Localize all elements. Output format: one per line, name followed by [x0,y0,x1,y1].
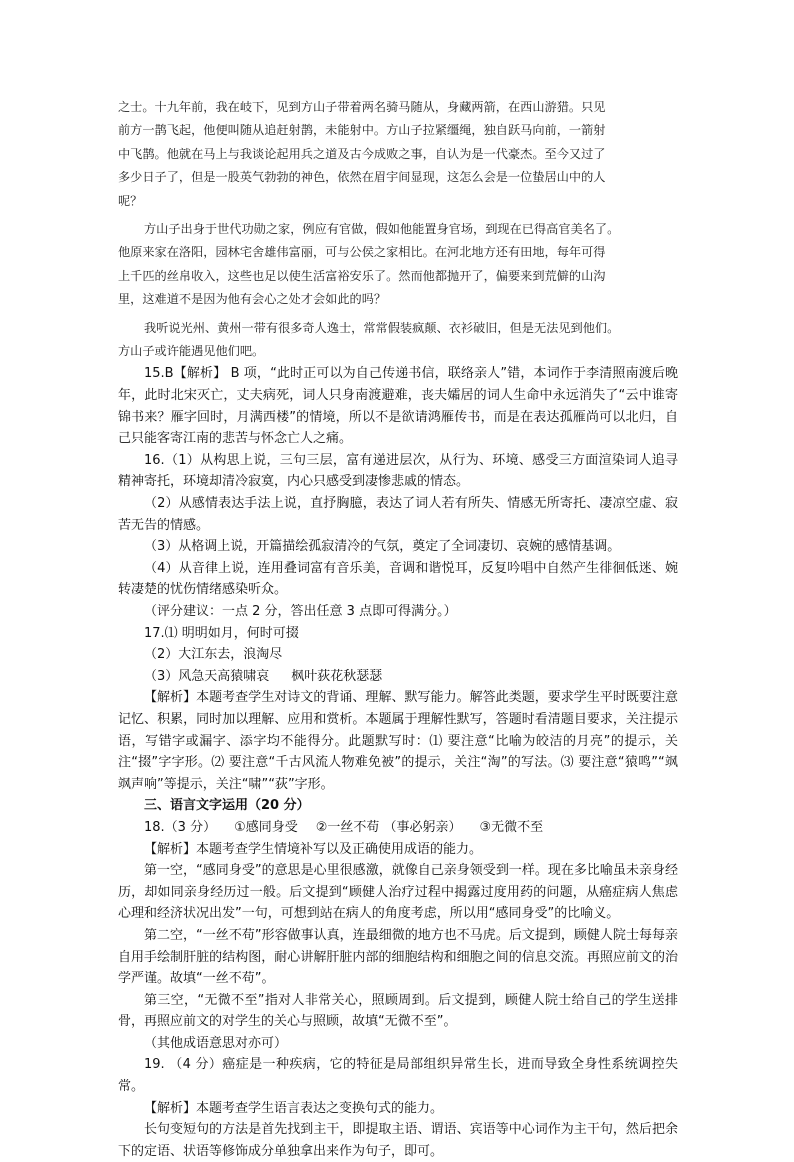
passage-paragraph-2 [118,218,678,312]
text-line: 多少日子了，但是一股英气勃勃的神色，依然在眉宇间显现，这怎么会是一位蛰居山中的人 [118,170,606,185]
answer-18 [118,817,678,839]
answer-18-head: 18.（3 分） [144,819,217,835]
answer-16-scoring: （评分建议：一点 2 分，答出任意 3 点即可得满分。） [144,604,457,619]
answer-16-point-4: （4）从音律上说，连用叠词富有音乐美，音调和谐悦耳，反复吟唱中自然产生徘徊低迷、婉转凄楚的忧伤情绪感染听众。 [118,560,678,598]
answer-16-point-2: （2）从感情表达手法上说，直抒胸臆，表达了词人若有所失、情感无所寄托、凄凉空虚、寂苦无告的情感。 [118,496,678,533]
answer-17-3-line-b: 枫叶荻花秋瑟瑟 [291,668,383,684]
text-line: 上千匹的丝帛收入，这些也足以使生活富裕安乐了。然而他都抛开了，偏要来到荒僻的山沟 [118,268,606,283]
answer-17-analysis: 【解析】本题考查学生对诗文的背诵、理解、默写能力。解答此类题，要求学生平时既要注意记忆、积累，同时加以理解、应用和赏析。本题属于理解性默写，答题时看清题目要求，关注提示语，写错字或漏字、添字均不能得分。此题默写时：⑴ 要注意“比喻为皎洁的月亮”的提示，关注“掇”字字形。⑵ 要注意“千古风流人物难免被”的提示，关注“淘”的写法。⑶ 要注意“猿鸣”“飒飒声响”等提示，关注“啸”“荻”字形。 [118,690,678,792]
text-line: 方山子或许能遇见他们吧。 [118,344,265,359]
answer-18-blank-1: ①感同身受 [234,819,298,835]
answer-17-1: 17.⑴ 明明如月，何时可掇 [144,625,299,641]
answer-15: 15.B【解析】 B 项，“此时正可以为自己传递书信，联络亲人”错，本词作于李清照南渡后晚年，此时北宋灭亡，丈夫病死，词人只身南渡避难，丧夫孀居的词人生命中永远消失了“云中谁寄锦书来？雁字回时，月满西楼”的情境，所以不是欲请鸿雁传书，而是在表达孤雁尚可以北归，自己只能客寄江南的悲苦与怀念亡人之痛。 [118,366,678,447]
text-line: 我听说光州、黄州一带有很多奇人逸士，常常假装疯颠、衣衫破旧，但是无法见到他们。 [144,320,620,335]
text-line: 呢？ [118,193,143,208]
text-line: 之士。十九年前，我在岐下，见到方山子带着两名骑马随从，身藏两箭，在西山游猎。只见 [118,100,606,114]
answer-19-method: 长句变短句的方法是首先找到主干，即提取主语、谓语、宾语等中心词作为主干句，然后把余下的定语、状语等修饰成分单独拿出来作为句子，即可。 [118,1122,678,1159]
answer-17-3-line-a: （3）风急天高猿啸哀 [144,668,270,684]
answer-16-point-3: （3）从格调上说，开篇描绘孤寂清冷的气氛，奠定了全词凄切、哀婉的感情基调。 [144,539,621,555]
answer-19: 19. （4 分）癌症是一种疾病，它的特征是局部组织异常生长，进而导致全身性系统调控失常。 [118,1057,678,1095]
text-line: 中飞鹊。他就在马上与我谈论起用兵之道及古今成败之事，自认为是一代豪杰。至今又过了 [118,146,606,161]
text-line: 里，这难道不是因为他有会心之处才会如此的吗？ [118,292,387,307]
text-line: 他原来家在洛阳，园林宅舍雄伟富丽，可与公侯之家相比。在河北地方还有田地，每年可得 [118,245,606,260]
text-line: 方山子出身于世代功勋之家，例应有官做，假如他能置身官场，到现在已得高官美名了。 [144,222,620,237]
answer-18-blank-2: ②一丝不苟 （事必躬亲） [315,819,462,835]
passage-paragraph-1 [118,96,678,213]
document-page [118,96,678,1162]
answer-18-note: （其他成语意思对亦可） [144,1035,288,1051]
text-line: 前方一鹊飞起，他便叫随从追赶射鹊，未能射中。方山子拉紧缰绳，独自跃马向前，一箭射 [118,123,606,138]
answer-19-analysis: 【解析】本题考查学生语言表达之变换句式的能力。 [144,1100,444,1116]
section-heading: 三、语言文字运用（20 分） [144,798,310,814]
passage-paragraph-3 [118,317,678,364]
answer-16-point-1: 16.（1）从构思上说，三句三层，富有递进层次，从行为、环境、感受三方面渲染词人追寻精神寄托，环境却清冷寂寞，内心只感受到凄惨悲戚的情态。 [118,452,678,490]
answer-18-blank-3: ③无微不至 [479,819,544,835]
answer-18-blank-1-explain: 第一空，“感同身受”的意思是心里很感激，就像自己亲身领受到一样。现在多比喻虽未亲身经历，却如同亲身经历过一般。后文提到“顾健人治疗过程中揭露过度用药的问题，从癌症病人焦虑心理和经济状况出发”一句，可想到站在病人的角度考虑，所以用“感同身受”的比喻义。 [118,863,678,922]
answer-18-analysis: 【解析】本题考查学生情境补写以及正确使用成语的能力。 [144,841,483,857]
answer-18-blank-3-explain: 第三空，“无微不至”指对人非常关心，照顾周到。后文提到，顾健人院士给自己的学生送排骨，再照应前文的对学生的关心与照顾，故填“无微不至”。 [118,992,678,1030]
answer-17-3 [118,666,678,688]
answer-18-blank-2-explain: 第二空，“一丝不苟”形容做事认真，连最细微的地方也不马虎。后文提到，顾健人院士每每亲自用手绘制肝脏的结构图，耐心讲解肝脏内部的细胞结构和细胞之间的信息交流。再照应前文的治学严谨。故填“一丝不苟”。 [118,927,678,987]
answer-17-2: （2）大江东去，浪淘尽 [144,647,283,663]
